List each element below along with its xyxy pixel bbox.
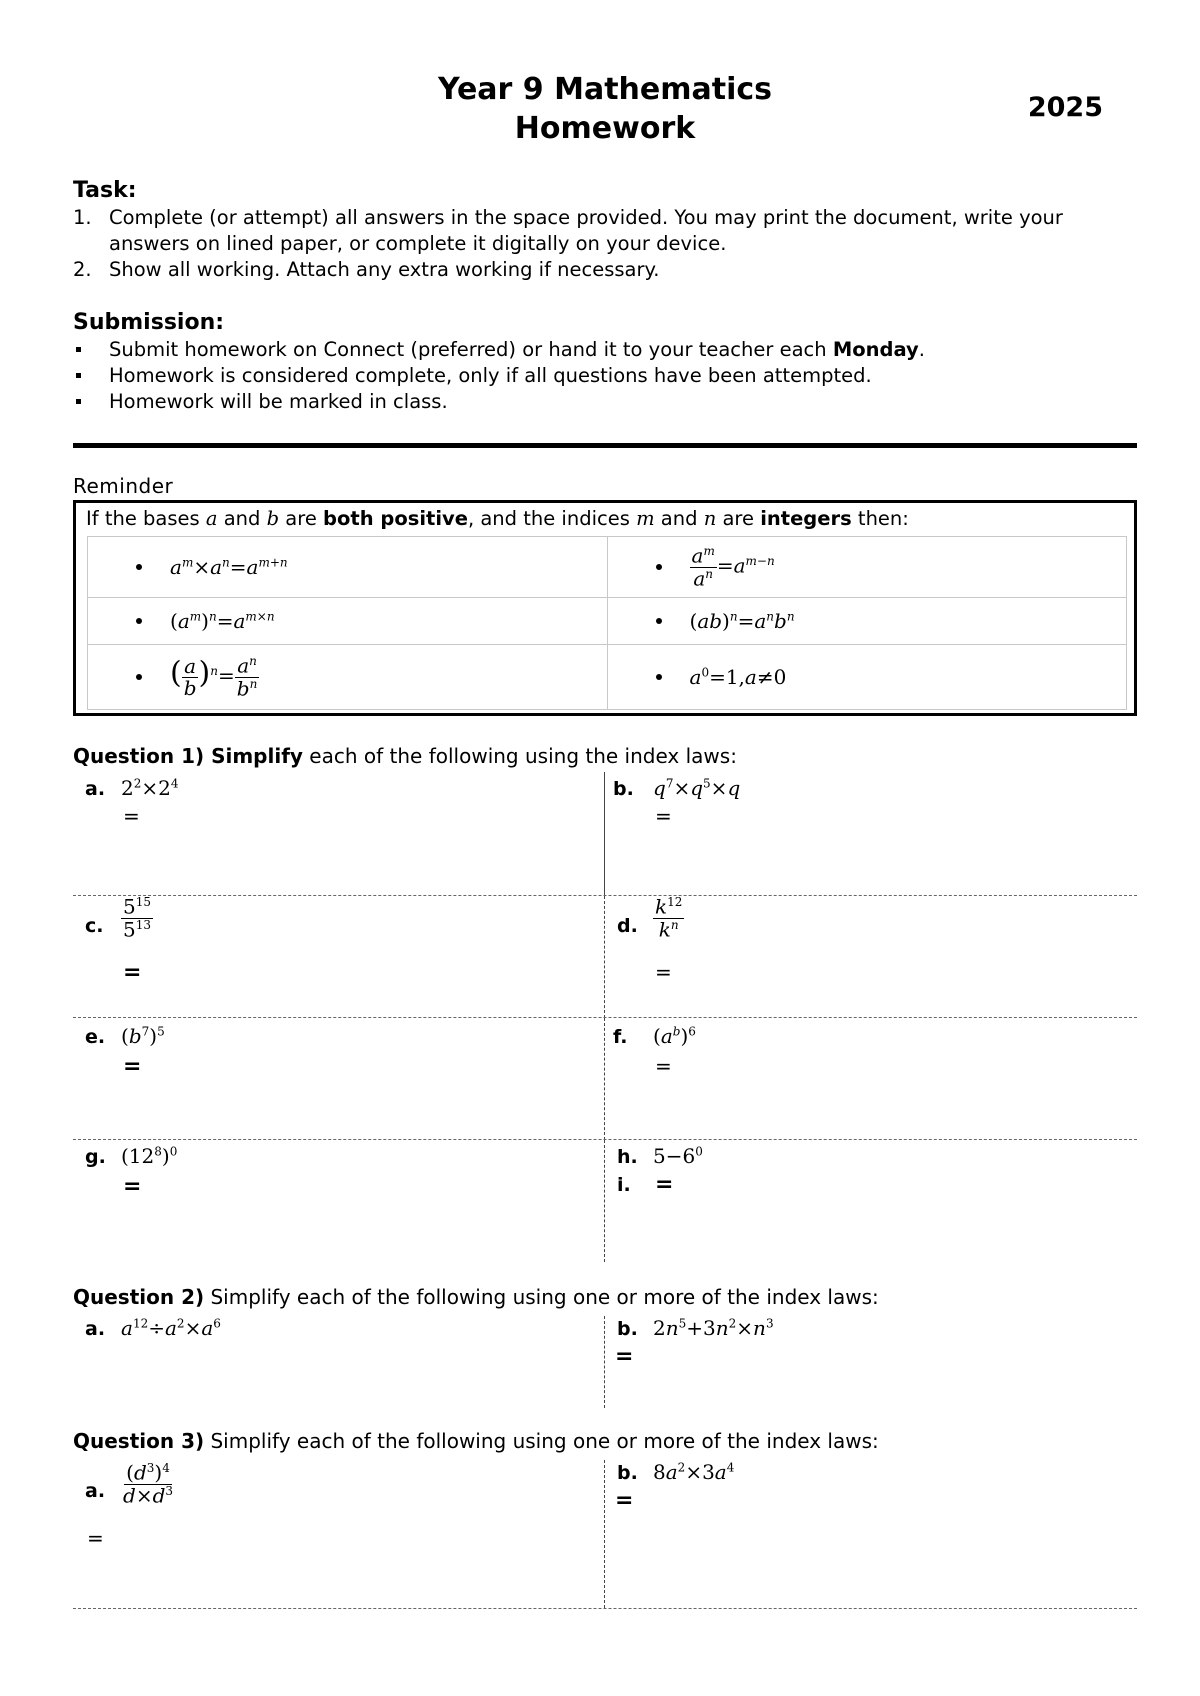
- column-divider: [604, 1316, 605, 1408]
- q1-label-e: e.: [85, 1026, 106, 1048]
- q1-expression-d: $\frac{k^{12}}{k^n}$: [655, 894, 683, 942]
- task-heading: Task:: [73, 178, 137, 203]
- q1-label-h: h.: [617, 1146, 638, 1168]
- title-line-1: Year 9 Mathematics: [437, 72, 773, 107]
- q1-equals-h: =: [655, 1172, 674, 1197]
- law-quotient: $\frac{a^m}{a^n}$ $=a^{m-n}$: [607, 537, 1127, 598]
- q1-label-b: b.: [613, 778, 634, 800]
- q1-expression-c: $\frac{5^{15}}{5^{13}}$: [123, 894, 152, 942]
- question-2-heading: Question 2) Simplify each of the following using one or more of the index laws:: [73, 1285, 879, 1309]
- q3-equals-a: =: [87, 1526, 104, 1550]
- title-line-2: Homework: [514, 111, 696, 146]
- column-divider: [604, 896, 605, 1018]
- q1-label-f: f.: [613, 1026, 628, 1048]
- q3-expression-b: $8a^2\times 3a^4$: [653, 1460, 735, 1484]
- q2-expression-b: $2n^5+3n^2\times n^3$: [653, 1316, 774, 1340]
- q3-expression-a: $\frac{(d^3)^4}{d\times d^3}$: [123, 1460, 174, 1508]
- reminder-intro: If the bases a and b are both positive, and the indices m and n are integers then:: [86, 507, 909, 530]
- law-power-of-power: $(a^m)^n=a^{m\times n}$: [88, 598, 608, 645]
- q3-label-a: a.: [85, 1480, 106, 1502]
- question-3-heading: Question 3) Simplify each of the following using one or more of the index laws:: [73, 1429, 879, 1453]
- submission-section: [73, 310, 1137, 415]
- q3-equals-b: =: [615, 1488, 634, 1513]
- q1-equals-a: =: [123, 804, 140, 828]
- q1-label-a: a.: [85, 778, 106, 800]
- q1-expression-b: $q^7\times q^5\times q$: [653, 776, 741, 800]
- submission-item-3: Homework will be marked in class.: [73, 389, 1137, 415]
- task-item-2: 2. Show all working. Attach any extra working if necessary.: [73, 258, 660, 281]
- q1-label-g: g.: [85, 1146, 106, 1168]
- submission-heading: Submission:: [73, 310, 225, 335]
- year-label: 2025: [1027, 92, 1103, 123]
- document-title: [73, 70, 1137, 148]
- q1-equals-f: =: [655, 1054, 672, 1078]
- submission-item-1: Submit homework on Connect (preferred) or hand it to your teacher each Monday.: [73, 337, 1137, 363]
- q1-equals-d: =: [655, 960, 672, 984]
- row-divider: [73, 895, 1137, 896]
- question-1-heading: Question 1) Simplify each of the following using the index laws:: [73, 744, 737, 768]
- law-power-of-quotient: ( $\frac{a}{b}$ )$^n$= $\frac{a^n}{b^n}$: [88, 645, 608, 710]
- row-divider: [73, 1608, 1137, 1609]
- q1-equals-g: =: [123, 1174, 142, 1199]
- law-product: $a^m\times a^n=a^{m+n}$: [88, 537, 608, 598]
- q1-expression-f: $(a^b)^6$: [653, 1024, 696, 1048]
- reminder-label: Reminder: [73, 474, 174, 498]
- q1-expression-e: $(b^7)^5$: [121, 1024, 165, 1048]
- q2-equals-b: =: [615, 1344, 634, 1369]
- q2-label-a: a.: [85, 1318, 106, 1340]
- q1-label-i: i.: [617, 1174, 631, 1196]
- q1-equals-c: =: [123, 960, 142, 985]
- index-laws-table: [87, 536, 1127, 710]
- q3-label-b: b.: [617, 1462, 638, 1484]
- section-divider: [73, 443, 1137, 448]
- submission-item-2: Homework is considered complete, only if all questions have been attempted.: [73, 363, 1137, 389]
- q1-equals-e: =: [123, 1054, 142, 1079]
- q1-expression-a: $2^2\times 2^4$: [121, 776, 179, 800]
- q1-label-d: d.: [617, 915, 638, 937]
- column-divider: [604, 1018, 605, 1140]
- q2-expression-a: $a^{12}\div a^2\times a^6$: [121, 1316, 221, 1340]
- q1-equals-b: =: [655, 804, 672, 828]
- row-divider: [73, 1139, 1137, 1140]
- column-divider: [604, 1460, 605, 1608]
- column-divider: [604, 772, 605, 896]
- row-divider: [73, 1017, 1137, 1018]
- task-item-1: 1. Complete (or attempt) all answers in the space provided. You may print the document, write your answers on lined paper, or complete it digitally on your device.: [73, 206, 1063, 255]
- task-list: [73, 205, 1137, 283]
- q1-label-c: c.: [85, 915, 104, 937]
- reminder-box: [73, 500, 1137, 716]
- law-zero-index: $a^0=1,a\ne 0$: [607, 645, 1127, 710]
- column-divider: [604, 1140, 605, 1262]
- task-section: [73, 178, 1137, 283]
- q1-expression-h: $5-6^0$: [653, 1144, 703, 1168]
- q1-expression-g: $(12^8)^0$: [121, 1144, 178, 1168]
- q2-label-b: b.: [617, 1318, 638, 1340]
- submission-list: [73, 337, 1137, 415]
- law-power-of-product: $(ab)^n=a^nb^n$: [607, 598, 1127, 645]
